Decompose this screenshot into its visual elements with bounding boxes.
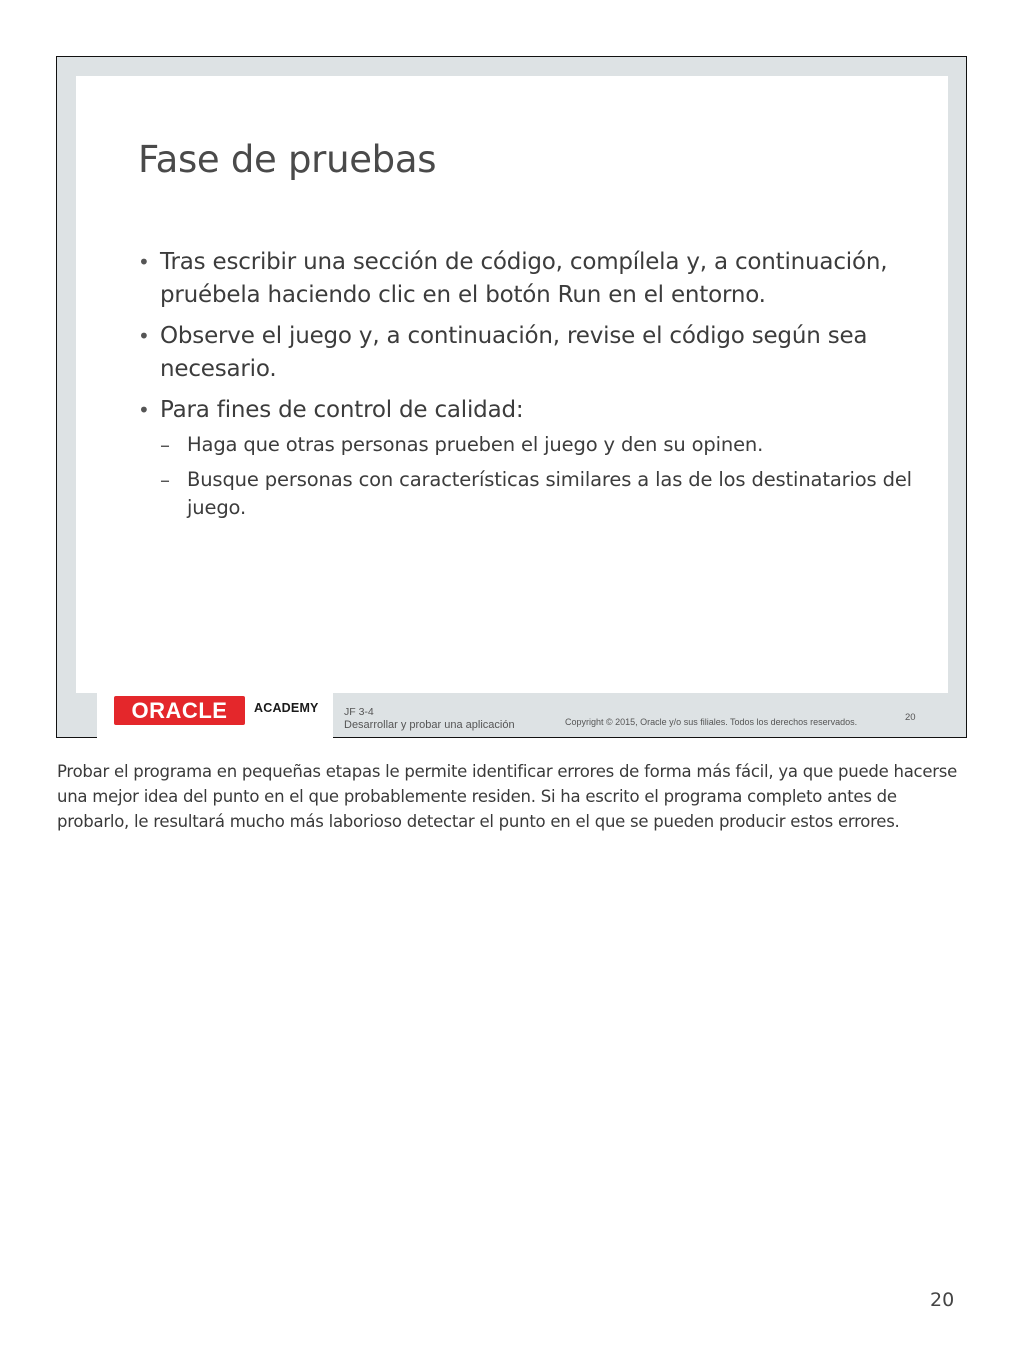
- speaker-notes: Probar el programa en pequeñas etapas le permite identificar errores de forma más fácil, ya que puede hacerse una mejor idea del punto en el que probablemente residen. Si ha escrito el programa completo antes de probarlo, le resultará mucho más laborioso detectar el punto en el que se pueden producir estos errores.: [57, 762, 958, 831]
- sub-bullet-text: Haga que otras personas prueben el juego y den su opinen.: [187, 433, 764, 456]
- bullet-list: [138, 246, 928, 530]
- sub-bullet-text: Busque personas con características similares a las de los destinatarios del juego.: [187, 468, 912, 519]
- academy-label: ACADEMY: [254, 701, 319, 715]
- bullet-text: Para fines de control de calidad:: [160, 397, 524, 423]
- bullet-text: Tras escribir una sección de código, compílela y, a continuación, pruébela haciendo clic en el botón Run en el entorno.: [160, 249, 888, 308]
- bullet-marker: •: [138, 250, 150, 274]
- bullet-item: [138, 246, 928, 312]
- sub-bullet-list: [160, 431, 928, 522]
- oracle-academy-logo: [97, 680, 333, 738]
- slide-canvas: [76, 76, 948, 693]
- copyright-notice: Copyright © 2015, Oracle y/o sus filiales. Todos los derechos reservados.: [565, 717, 858, 727]
- bullet-marker: •: [138, 398, 150, 422]
- page-number: 20: [930, 1289, 955, 1311]
- dash-marker: –: [160, 468, 170, 492]
- bullet-item: [138, 320, 928, 386]
- slide-frame: [56, 56, 967, 738]
- sub-bullet-item: [160, 466, 928, 522]
- bullet-marker: •: [138, 324, 150, 348]
- bullet-item: [138, 394, 928, 522]
- bullet-text: Observe el juego y, a continuación, revise el código según sea necesario.: [160, 323, 868, 382]
- slide-title: Fase de pruebas: [138, 138, 437, 181]
- oracle-logo: ORACLE: [114, 696, 245, 725]
- course-code: JF 3-4: [344, 706, 374, 718]
- sub-bullet-item: [160, 431, 928, 459]
- lesson-title: Desarrollar y probar una aplicación: [344, 719, 515, 731]
- dash-marker: –: [160, 433, 170, 457]
- slide-number: 20: [905, 712, 916, 723]
